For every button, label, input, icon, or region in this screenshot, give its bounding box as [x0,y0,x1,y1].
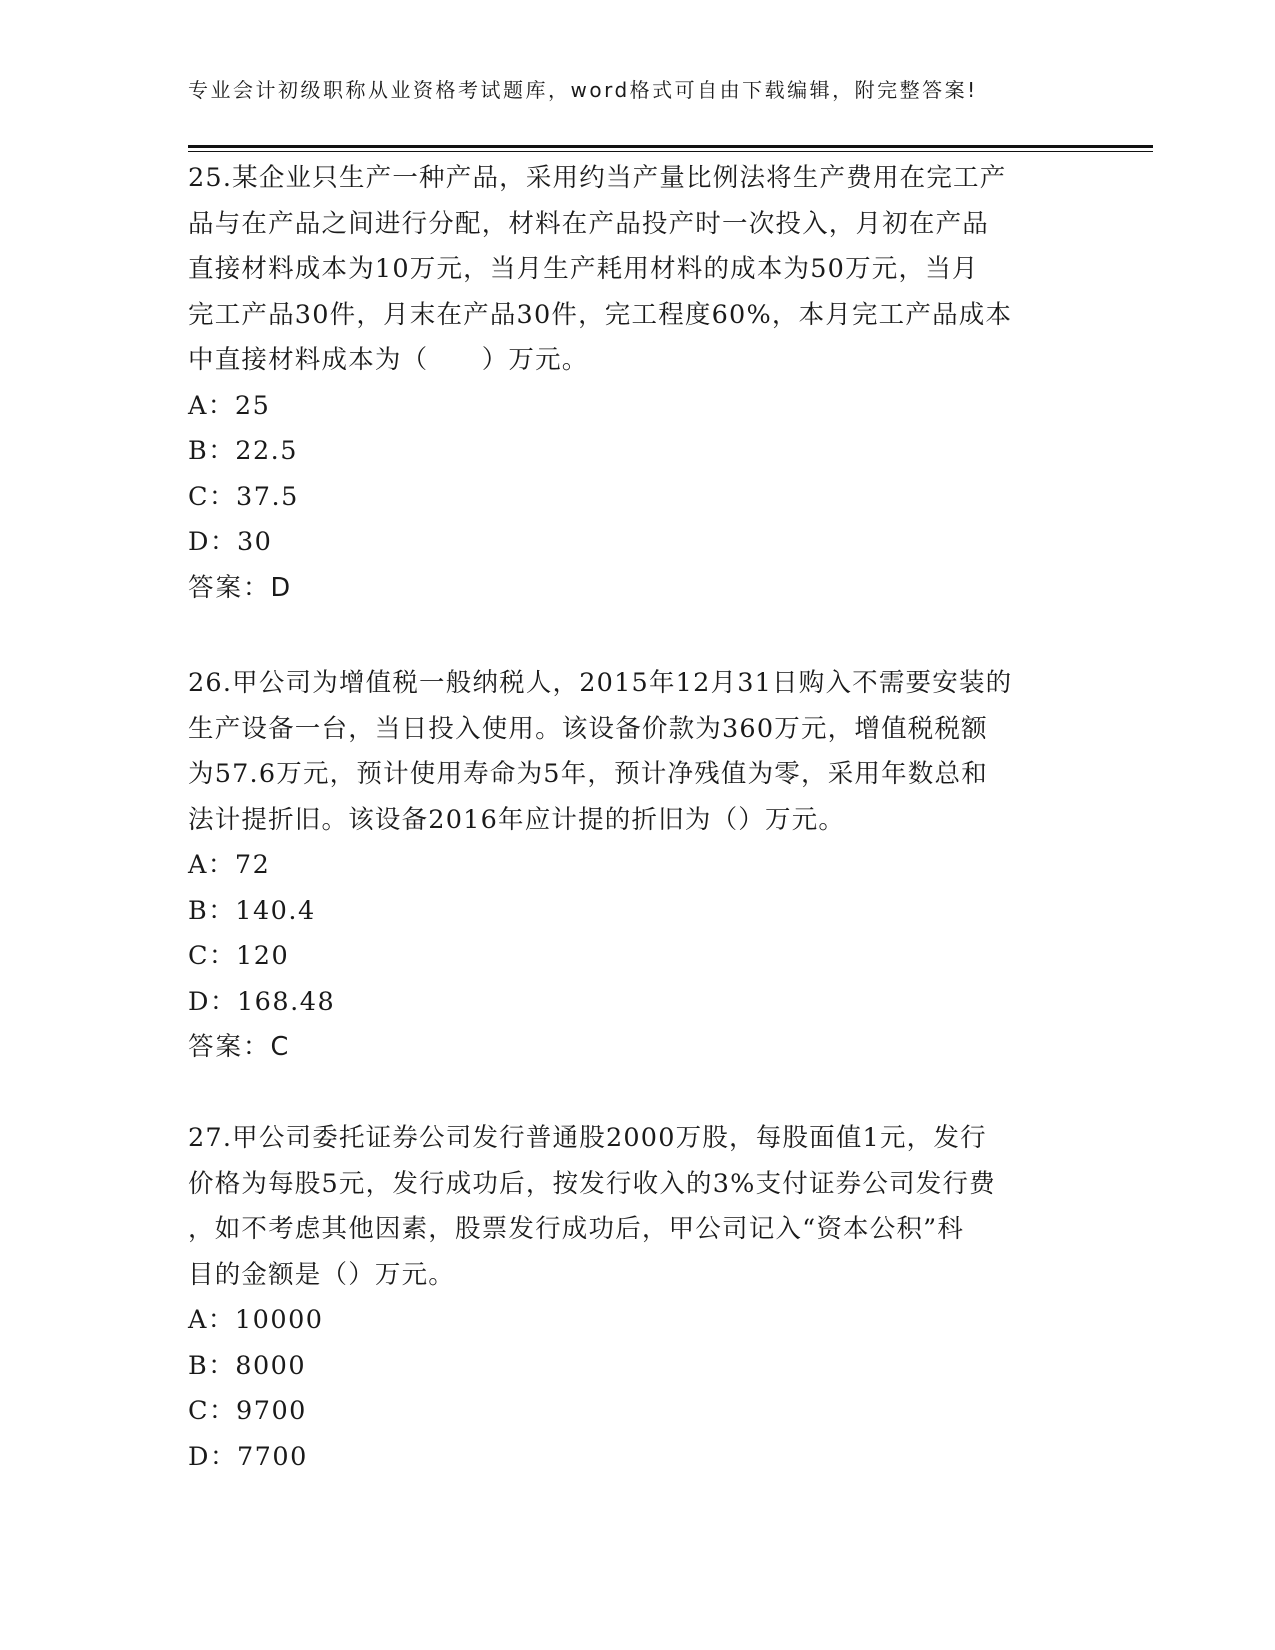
question-stem-line: 品与在产品之间进行分配，材料在产品投产时一次投入，月初在产品 [188,208,990,239]
question-stem-line: 为57.6万元，预计使用寿命为5年，预计净残值为零，采用年数总和 [188,759,988,789]
question-stem-line: 26.甲公司为增值税一般纳税人，2015年12月31日购入不需要安装的 [188,668,1013,698]
question-26 [188,661,1088,1071]
option-a: A：25 [188,390,271,421]
question-stem-line: 目的金额是（）万元。 [188,1259,456,1290]
option-b: B：8000 [188,1350,307,1381]
header-rule-thin [188,151,1153,152]
header-rule-thick [188,145,1153,148]
page-header: 专业会计初级职称从业资格考试题库，word格式可自由下载编辑，附完整答案! [188,78,978,102]
question-stem-line: 价格为每股5元，发行成功后，按发行收入的3%支付证券公司发行费 [188,1168,996,1199]
question-stem-line: 中直接材料成本为（ ）万元。 [188,345,589,375]
question-stem-line: 直接材料成本为10万元，当月生产耗用材料的成本为50万元，当月 [188,254,979,284]
option-b: B：22.5 [188,436,299,466]
question-27 [188,1116,1088,1480]
option-d: D：7700 [188,1441,308,1472]
question-stem-line: 法计提折旧。该设备2016年应计提的折旧为（）万元。 [188,804,846,835]
answer-label: 答案：C [188,1032,291,1062]
question-25 [188,156,1088,611]
option-d: D：30 [188,527,273,557]
question-stem-line: 生产设备一台，当日投入使用。该设备价款为360万元，增值税税额 [188,713,988,744]
option-b: B：140.4 [188,895,316,926]
option-a: A：72 [188,850,271,880]
question-stem-line: 25.某企业只生产一种产品，采用约当产量比例法将生产费用在完工产 [188,163,1007,193]
question-stem-line: 27.甲公司委托证券公司发行普通股2000万股，每股面值1元，发行 [188,1123,987,1153]
option-c: C：37.5 [188,481,299,512]
answer-label: 答案：D [188,572,293,603]
option-c: C：120 [188,941,290,971]
option-d: D：168.48 [188,986,336,1017]
option-c: C：9700 [188,1396,307,1426]
option-a: A：10000 [188,1305,324,1335]
question-stem-line: 完工产品30件，月末在产品30件，完工程度60%，本月完工产品成本 [188,299,1013,330]
question-stem-line: ，如不考虑其他因素，股票发行成功后，甲公司记入“资本公积”科 [188,1214,965,1244]
